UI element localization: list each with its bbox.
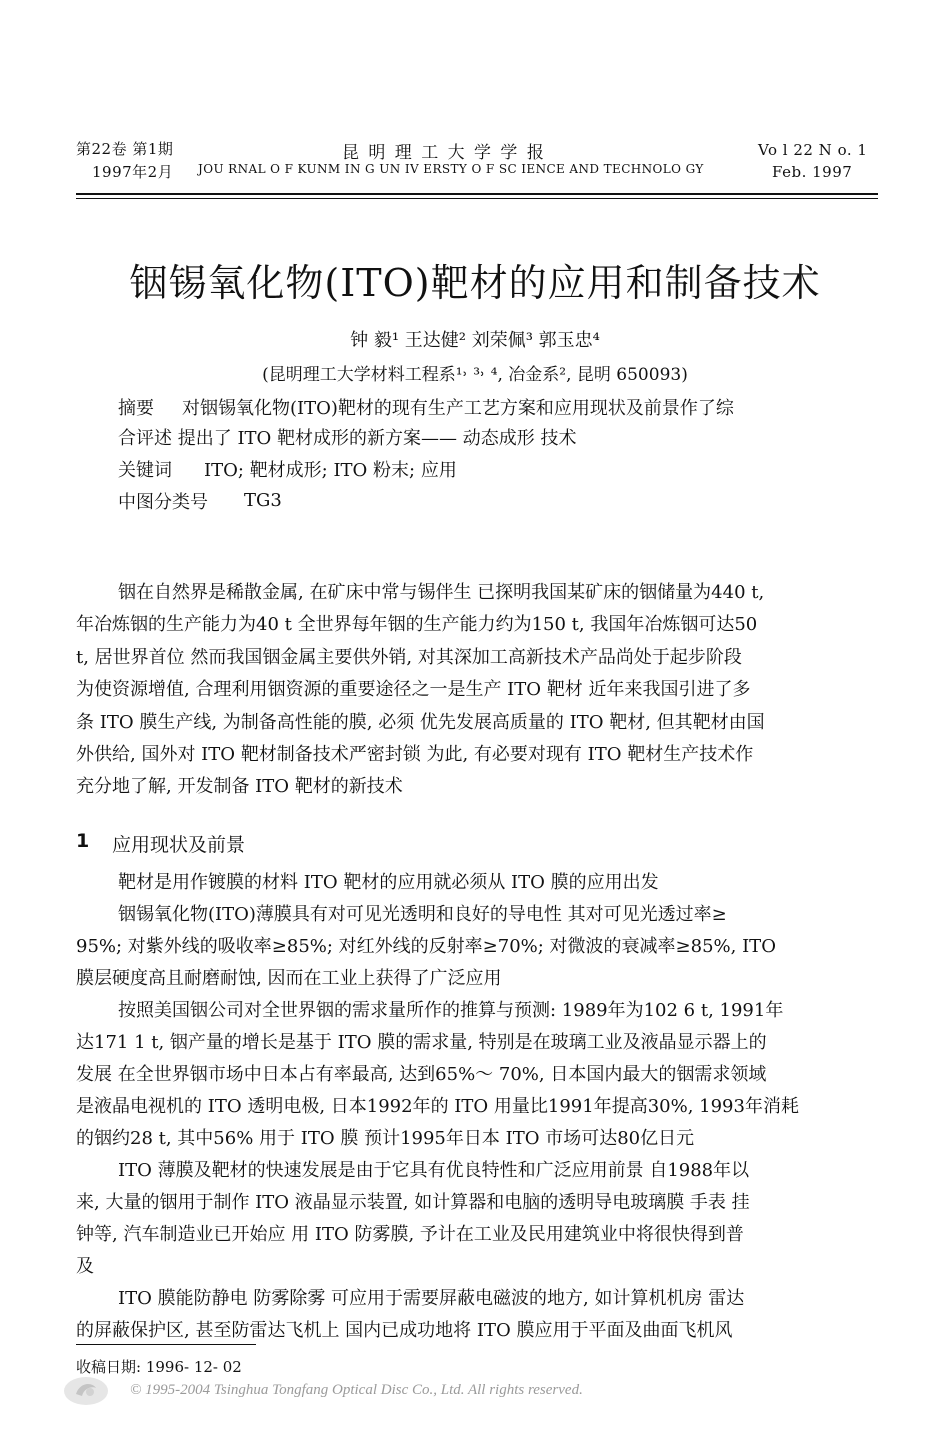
- article-title: 铟锡氧化物(ITO)靶材的应用和制备技术: [129, 261, 821, 305]
- intro-line: 为使资源增值, 合理利用铟资源的重要途径之一是生产 ITO 靶材 近年来我国引进了多: [76, 679, 751, 700]
- sec1-line: ITO 薄膜及靶材的快速发展是由于它具有优良特性和广泛应用前景 自1988年以: [118, 1160, 750, 1181]
- article-affiliation: (昆明理工大学材料工程系¹˒ ³˒ ⁴, 冶金系², 昆明 650093): [262, 365, 688, 385]
- abstract-label: 摘要: [118, 398, 154, 419]
- intro-line: t, 居世界首位 然而我国铟金属主要供外销, 对其深加工高新技术产品尚处于起步阶段: [76, 647, 742, 668]
- sec1-line: 的屏蔽保护区, 甚至防雷达飞机上 国内已成功地将 ITO 膜应用于平面及曲面飞机风: [76, 1320, 733, 1341]
- sec1-line: 的铟约28 t, 其中56% 用于 ITO 膜 预计1995年日本 ITO 市场可达80亿日元: [76, 1128, 695, 1149]
- sec1-line: 是液晶电视机的 ITO 透明电极, 日本1992年的 ITO 用量比1991年提高30%, 1993年消耗: [76, 1096, 799, 1117]
- sec1-line: 达171 1 t, 铟产量的增长是基于 ITO 膜的需求量, 特别是在玻璃工业及液晶显示器上的: [76, 1032, 767, 1053]
- header-journal-cn: 昆 明 理 工 大 学 学 报: [342, 143, 546, 163]
- header-rule-thick: [76, 193, 878, 195]
- section-title: 应用现状及前景: [112, 834, 246, 856]
- header-date-en: Feb. 1997: [772, 163, 853, 181]
- header-date-cn: 1997年2月: [92, 163, 174, 181]
- sec1-line: ITO 膜能防静电 防雾除雾 可应用于需要屏蔽电磁波的地方, 如计算机机房 雷达: [118, 1288, 745, 1309]
- abstract-line-2: 合评述 提出了 ITO 靶材成形的新方案—— 动态成形 技术: [118, 428, 577, 449]
- sec1-line: 铟锡氧化物(ITO)薄膜具有对可见光透明和良好的导电性 其对可见光透过率≥: [118, 904, 727, 925]
- intro-line: 充分地了解, 开发制备 ITO 靶材的新技术: [76, 776, 403, 797]
- sec1-line: 靶材是用作镀膜的材料 ITO 靶材的应用就必须从 ITO 膜的应用出发: [118, 872, 659, 893]
- intro-line: 铟在自然界是稀散金属, 在矿床中常与锡伴生 已探明我国某矿床的铟储量为440 t,: [118, 582, 765, 603]
- received-date: 收稿日期: 1996- 12- 02: [76, 1358, 242, 1376]
- sec1-line: 发展 在全世界铟市场中日本占有率最高, 达到65%～ 70%, 日本国内最大的铟需求领域: [76, 1064, 767, 1085]
- copyright-notice: © 1995-2004 Tsinghua Tongfang Optical Disc Co., Ltd. All rights reserved.: [130, 1382, 583, 1398]
- classification-value: TG3: [244, 490, 282, 511]
- sec1-line: 钟等, 汽车制造业已开始应 用 ITO 防雾膜, 予计在工业及民用建筑业中将很快得到普: [76, 1224, 744, 1245]
- sec1-line: 95%; 对紫外线的吸收率≥85%; 对红外线的反射率≥70%; 对微波的衰减率≥85%, ITO: [76, 936, 776, 957]
- footnote-rule: [76, 1344, 256, 1345]
- header-volume: 第22卷 第1期: [76, 140, 174, 158]
- publisher-logo-icon: [62, 1374, 110, 1408]
- sec1-line: 按照美国铟公司对全世界铟的需求量所作的推算与预测: 1989年为102 6 t, 1991年: [118, 1000, 784, 1021]
- classification-label: 中图分类号: [118, 492, 208, 513]
- intro-line: 年冶炼铟的生产能力为40 t 全世界每年铟的生产能力约为150 t, 我国年冶炼铟可达50: [76, 614, 758, 635]
- keywords-label: 关键词: [118, 460, 172, 481]
- header-journal-en: JOU RNAL O F KUNM IN G UN IV ERSTY O F SC IENCE AND TECHNOLO GY: [198, 162, 704, 176]
- article-authors: 钟 毅¹ 王达健² 刘荣佩³ 郭玉忠⁴: [350, 330, 600, 351]
- section-number: 1: [76, 830, 90, 852]
- intro-line: 条 ITO 膜生产线, 为制备高性能的膜, 必须 优先发展高质量的 ITO 靶材, 但其靶材由国: [76, 712, 765, 733]
- sec1-line: 来, 大量的铟用于制作 ITO 液晶显示装置, 如计算器和电脑的透明导电玻璃膜 手表 挂: [76, 1192, 750, 1213]
- header-rule-thin: [76, 198, 878, 199]
- keywords-value: ITO; 靶材成形; ITO 粉末; 应用: [204, 460, 457, 481]
- abstract-line-1: 对铟锡氧化物(ITO)靶材的现有生产工艺方案和应用现状及前景作了综: [182, 398, 734, 419]
- intro-line: 外供给, 国外对 ITO 靶材制备技术严密封锁 为此, 有必要对现有 ITO 靶材生产技术作: [76, 744, 754, 765]
- header-vol-en: Vo l 22 N o. 1: [758, 141, 868, 159]
- sec1-line: 及: [76, 1256, 94, 1277]
- sec1-line: 膜层硬度高且耐磨耐蚀, 因而在工业上获得了广泛应用: [76, 968, 502, 989]
